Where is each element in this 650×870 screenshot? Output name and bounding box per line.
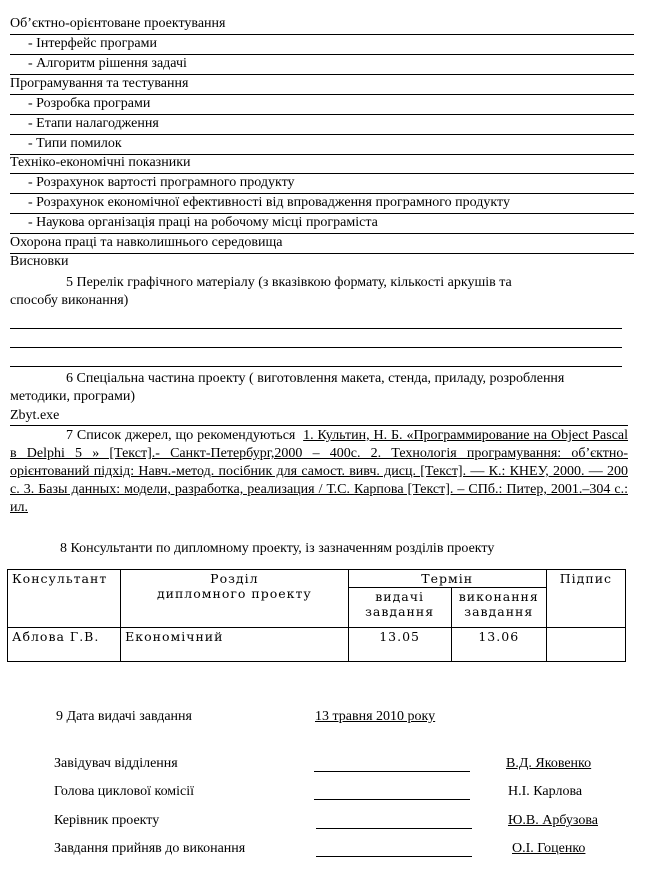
section-6 (10, 370, 628, 406)
list-item: Програмування та тестування (10, 75, 634, 95)
header-signature: Підпис (546, 570, 625, 628)
signature-role: Завдання прийняв до виконання (54, 841, 246, 856)
list-item: Техніко-економічні показники (10, 154, 634, 174)
list-item: - Розробка програми (10, 95, 634, 115)
list-item: - Алгоритм рішення задачі (10, 55, 634, 75)
list-item: Висновки (10, 254, 69, 269)
cell-section: Економічний (121, 628, 348, 662)
signature-name: В.Д. Яковенко (506, 756, 592, 771)
header-done: виконання завдання (451, 588, 546, 628)
signature-line (316, 856, 472, 857)
section-9-label: 9 Дата видачі завдання (56, 709, 192, 724)
cell-consultant: Аблова Г.В. (8, 628, 121, 662)
header-term: Термін (348, 570, 546, 588)
signature-name: О.І. Гоценко (512, 841, 586, 856)
section-6-value-line (10, 407, 628, 426)
blank-line (10, 347, 622, 348)
cell-signature (546, 628, 625, 662)
header-section (121, 570, 348, 628)
signature-role: Завідувач відділення (54, 756, 178, 771)
section-6-value: Zbyt.exe (10, 408, 60, 423)
section-6-heading-cont: методики, програми) (10, 389, 135, 404)
blank-line (10, 366, 622, 367)
cell-done: 13.06 (451, 628, 546, 662)
section-5-heading: 5 Перелік графічного матеріалу (з вказівкою формату, кількості аркушів та (66, 275, 512, 290)
signature-role: Голова циклової комісії (54, 784, 195, 799)
header-section-line2: дипломного проекту (156, 586, 312, 601)
section-6-heading: 6 Спеціальна частина проекту ( виготовлення макета, стенда, приладу, розроблення (66, 371, 565, 386)
blank-line (10, 328, 622, 329)
section-7 (10, 427, 628, 517)
cell-issue: 13.05 (348, 628, 451, 662)
list-item: - Типи помилок (10, 135, 634, 155)
section-7-references: 1. Культин, Н. Б. «Программирование на Object Pascal в Delphi 5 » [Текст].- Санкт-Петербург,2000 – 400с. 2. Технологія програмування: об’єктно-орієнтований підхід: Навч.-метод. посібник для самост. вивч. дисц. [Текст]. — К.: КНЕУ, 2000. — 200 с. 3. Базы данных: модели, разработка, реализация / Т.С. Карпова [Текст]. – СПб.: Питер, 2001.–304 с.: ил. (10, 428, 629, 515)
signature-role: Керівник проекту (54, 813, 160, 828)
header-consultant: Консультант (8, 570, 121, 628)
list-item: Об’єктно-орієнтоване проектування (10, 15, 634, 35)
list-item: - Етапи налагодження (10, 115, 634, 135)
signature-line (316, 828, 472, 829)
signature-name: Ю.В. Арбузова (508, 813, 599, 828)
list-item: - Інтерфейс програми (10, 35, 634, 55)
section-7-label: 7 Список джерел, що рекомендуються (66, 428, 296, 443)
section-5 (10, 274, 628, 310)
list-item: - Розрахунок економічної ефективності від впровадження програмного продукту (10, 194, 634, 214)
section-9-value: 13 травня 2010 року (315, 709, 436, 724)
list-item: - Розрахунок вартості програмного продукту (10, 174, 634, 194)
signature-line (314, 799, 470, 800)
signature-name: Н.І. Карлова (508, 784, 583, 799)
header-issue: видачі завдання (348, 588, 451, 628)
list-item: - Наукова організація праці на робочому місці програміста (10, 214, 634, 234)
section-5-heading-cont: способу виконання) (10, 293, 129, 308)
list-item: Охорона праці та навколишнього середовища (10, 234, 634, 254)
header-section-line1: Розділ (210, 571, 259, 586)
section-8-title: 8 Консультанти по дипломному проекту, із зазначенням розділів проекту (60, 541, 495, 556)
consultants-table (7, 569, 626, 662)
table-row (8, 628, 626, 662)
signature-line (314, 771, 470, 772)
